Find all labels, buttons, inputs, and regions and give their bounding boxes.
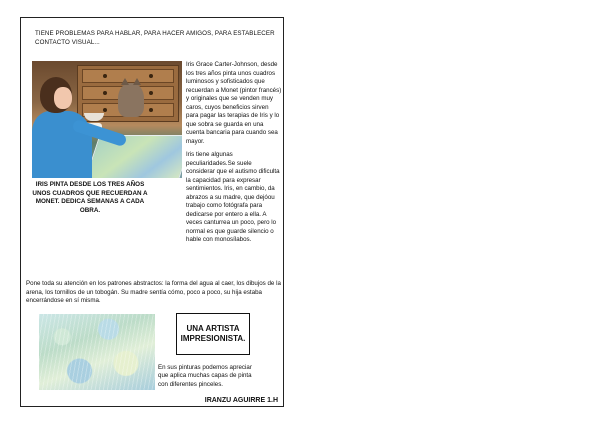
canvas-painting	[85, 135, 182, 178]
cat	[118, 83, 144, 117]
paragraph-3: Pone toda su atención en los patrones abstractos: la forma del agua al caer, los dibujos de la arena, los tornillos de un tobogán. Su madre sentía cómo, poco a poco, su hija estaba encerrándose en sí misma.	[26, 280, 281, 305]
right-column-text	[186, 61, 282, 250]
paragraph-2: Iris tiene algunas peculiaridades.Se suele considerar que el autismo dificulta la capacidad para expresar sentimientos. Iris, en cambio, da abrazos a su madre, que dejóou trabajo como fotógrafa para dedicarse por entero a ella. A veces canturrea un poco, pero lo normal es que guarde silencio o hable con monosílabos.	[186, 151, 280, 243]
painting-caption: En sus pinturas podemos apreciar que aplica muchas capas de pinta con diferentes pinceles.	[158, 364, 252, 388]
article-page	[20, 17, 284, 407]
impressionist-painting	[39, 314, 155, 390]
child-face	[54, 87, 72, 109]
paragraph-1: Iris Grace Carter-Johnson, desde los tres años pinta unos cuadros luminosos y sofisticados que recuerdan a Monet (pintor francés) y originales que se venden muy caros, cuyos beneficios sirven para pagar las terapias de Iris y lo que sobra se guarda en una cuenta bancaria para cuando sea mayor.	[186, 61, 282, 145]
photo-child-painting	[32, 61, 182, 178]
intro-heading: TIENE PROBLEMAS PARA HABLAR, PARA HACER AMIGOS, PARA ESTABLECER CONTACTO VISUAL...	[35, 30, 275, 46]
photo-caption: IRIS PINTA DESDE LOS TRES AÑOS UNOS CUADROS QUE RECUERDAN A MONET. DEDICA SEMANAS A CADA OBRA.	[32, 181, 148, 214]
author-signature: IRANZU AGUIRRE 1.H	[204, 397, 278, 404]
boxed-title: UNA ARTISTA IMPRESIONISTA.	[176, 313, 250, 355]
